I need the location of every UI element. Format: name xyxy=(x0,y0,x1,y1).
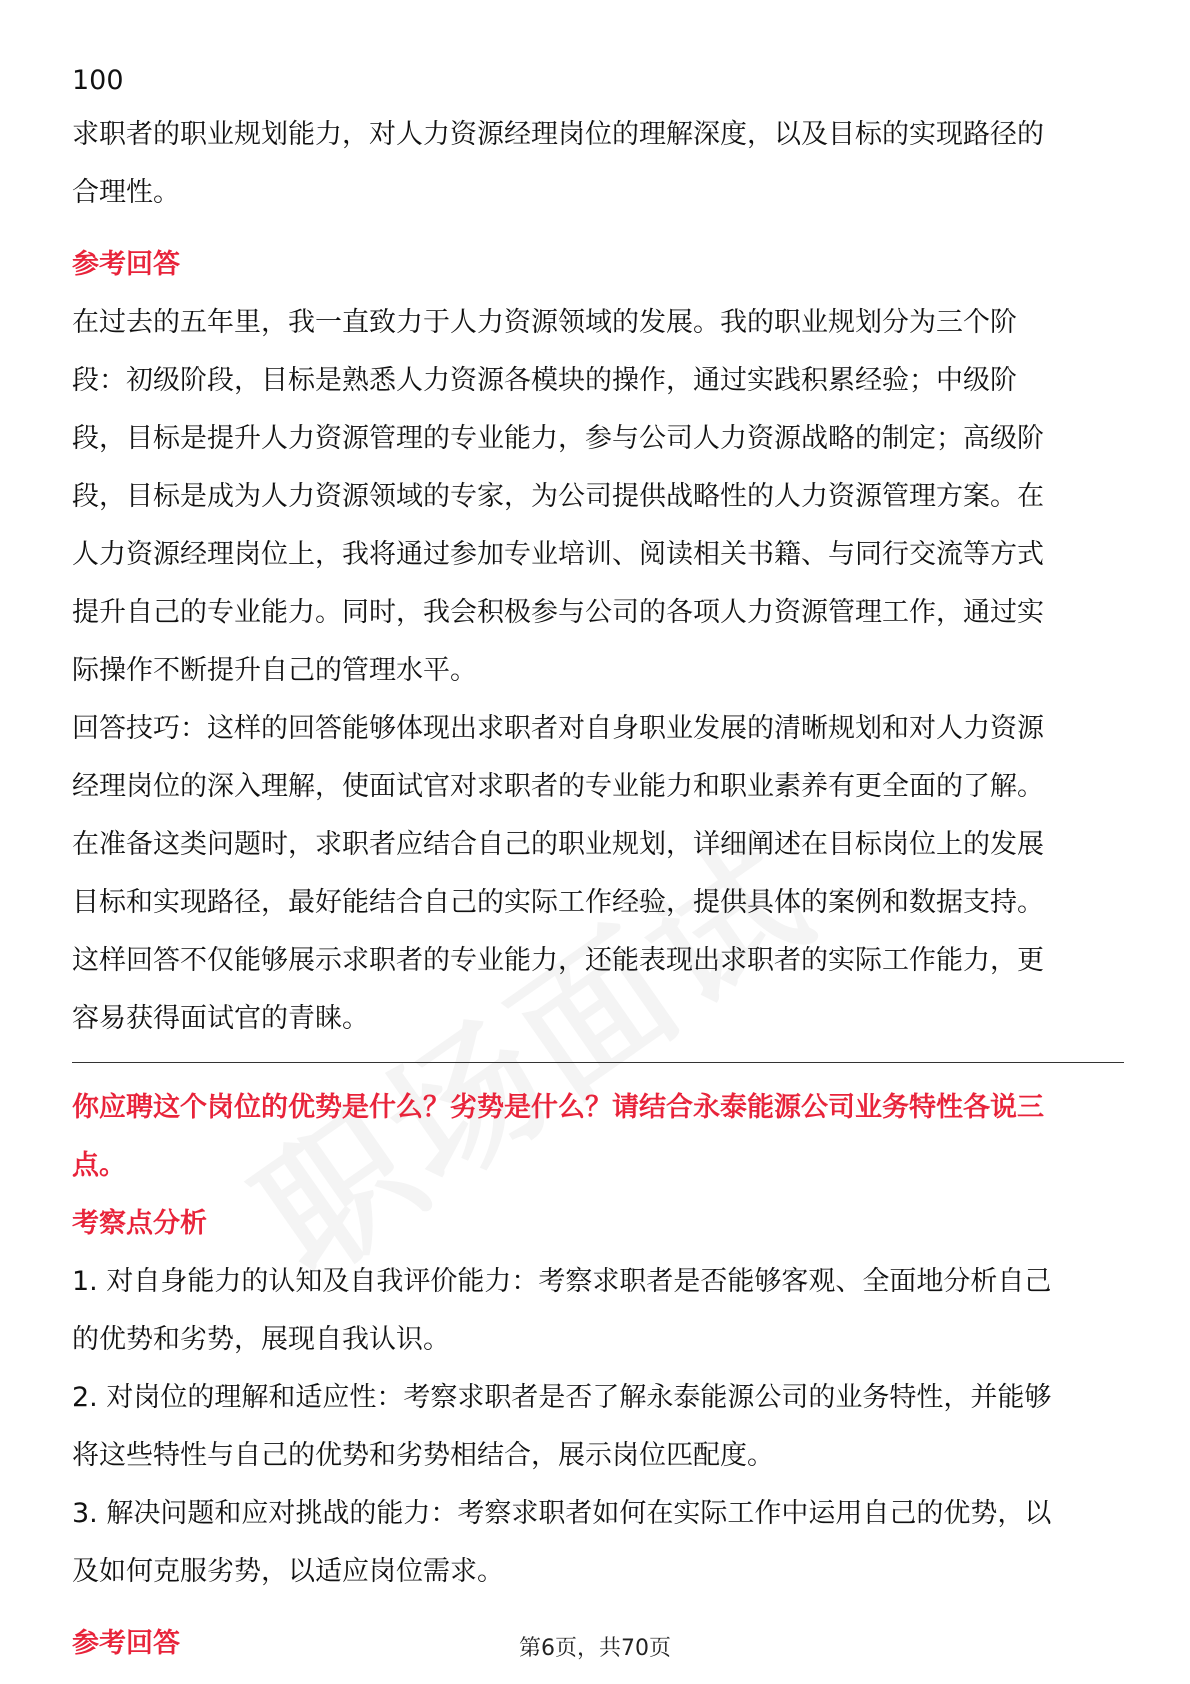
question-analysis-text xyxy=(72,106,1124,222)
list-item-line: 3. 解决问题和应对挑战的能力：考察求职者如何在实际工作中运用自己的优势，以 xyxy=(72,1498,1052,1529)
list-item-line: 的优势和劣势，展现自我认识。 xyxy=(72,1324,450,1355)
text-line: 在准备这类问题时，求职者应结合自己的职业规划，详细阐述在目标岗位上的发展 xyxy=(72,829,1044,860)
answer-tips xyxy=(72,700,1124,1048)
list-item-line: 将这些特性与自己的优势和劣势相结合，展示岗位匹配度。 xyxy=(72,1440,774,1471)
section-divider xyxy=(72,1062,1124,1063)
text-line: 段：初级阶段，目标是熟悉人力资源各模块的操作，通过实践积累经验；中级阶 xyxy=(72,365,1017,396)
text-line: 求职者的职业规划能力，对人力资源经理岗位的理解深度，以及目标的实现路径的 xyxy=(72,119,1044,150)
text-line: 回答技巧：这样的回答能够体现出求职者对自身职业发展的清晰规划和对人力资源 xyxy=(72,713,1044,744)
question-heading xyxy=(72,1079,1124,1195)
reference-answer-heading-2: 参考回答 xyxy=(72,1628,180,1659)
text-line: 目标和实现路径，最好能结合自己的实际工作经验，提供具体的案例和数据支持。 xyxy=(72,887,1044,918)
analysis-heading: 考察点分析 xyxy=(72,1208,207,1239)
question-line: 你应聘这个岗位的优势是什么？劣势是什么？请结合永泰能源公司业务特性各说三 xyxy=(72,1092,1044,1123)
question-line: 点。 xyxy=(72,1150,126,1181)
list-item-line: 2. 对岗位的理解和适应性：考察求职者是否了解永泰能源公司的业务特性，并能够 xyxy=(72,1382,1052,1413)
text-line: 际操作不断提升自己的管理水平。 xyxy=(72,655,477,686)
top-number: 100 xyxy=(72,65,124,96)
text-line: 这样回答不仅能够展示求职者的专业能力，还能表现出求职者的实际工作能力，更 xyxy=(72,945,1044,976)
text-line: 提升自己的专业能力。同时，我会积极参与公司的各项人力资源管理工作，通过实 xyxy=(72,597,1044,628)
list-item-line: 及如何克服劣势，以适应岗位需求。 xyxy=(72,1556,504,1587)
text-line: 合理性。 xyxy=(72,177,180,208)
reference-answer-heading: 参考回答 xyxy=(72,249,180,280)
page-footer: 第6页，共70页 xyxy=(519,1636,671,1661)
text-line: 在过去的五年里，我一直致力于人力资源领域的发展。我的职业规划分为三个阶 xyxy=(72,307,1017,338)
list-item-line: 1. 对自身能力的认知及自我评价能力：考察求职者是否能够客观、全面地分析自己 xyxy=(72,1266,1052,1297)
text-line: 人力资源经理岗位上，我将通过参加专业培训、阅读相关书籍、与同行交流等方式 xyxy=(72,539,1044,570)
text-line: 经理岗位的深入理解，使面试官对求职者的专业能力和职业素养有更全面的了解。 xyxy=(72,771,1044,802)
text-line: 段，目标是提升人力资源管理的专业能力，参与公司人力资源战略的制定；高级阶 xyxy=(72,423,1044,454)
text-line: 段，目标是成为人力资源领域的专家，为公司提供战略性的人力资源管理方案。在 xyxy=(72,481,1044,512)
text-line: 容易获得面试官的青睐。 xyxy=(72,1003,369,1034)
reference-answer-text xyxy=(72,294,1124,700)
document-body xyxy=(72,56,1124,1673)
analysis-list xyxy=(72,1253,1124,1601)
